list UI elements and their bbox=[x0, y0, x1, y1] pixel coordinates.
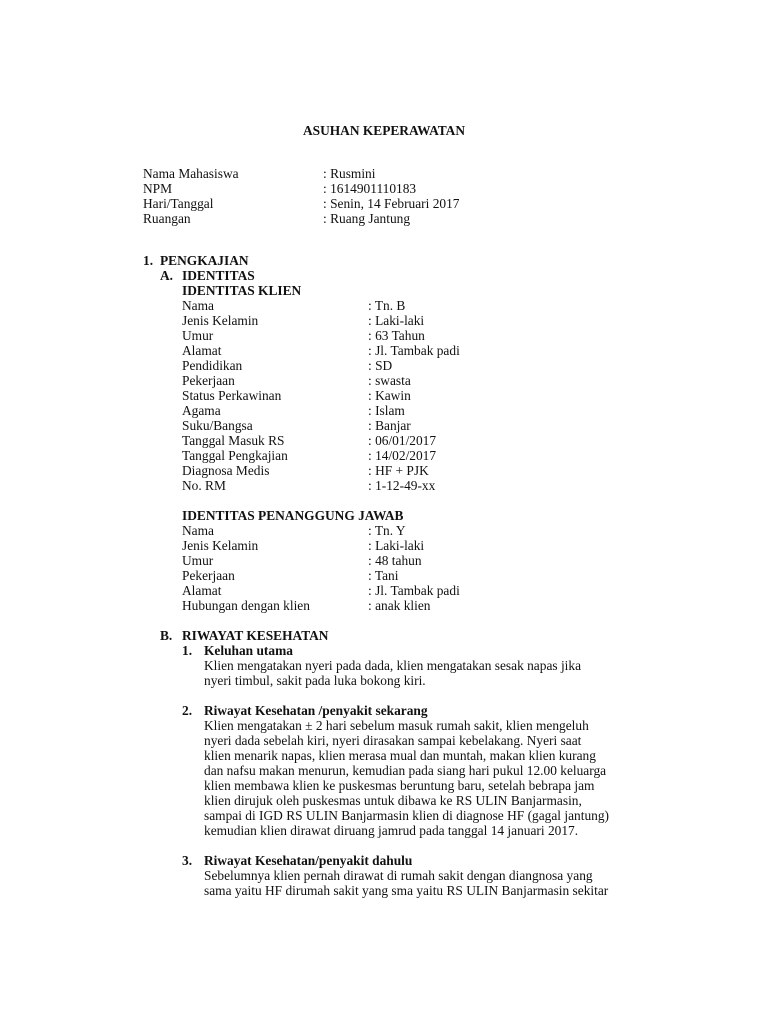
info-label: Nama Mahasiswa bbox=[143, 166, 239, 181]
paragraph-line: sampai di IGD RS ULIN Banjarmasin klien di diagnose HF (gagal jantung) bbox=[204, 808, 609, 823]
paragraph-line: nyeri timbul, sakit pada luka bokong kiri. bbox=[204, 673, 426, 688]
paragraph-line: Klien mengatakan nyeri pada dada, klien mengatakan sesak napas jika bbox=[204, 658, 582, 673]
info-label: NPM bbox=[143, 181, 173, 196]
paragraph-line: sama yaitu HF dirumah sakit yang sma yaitu RS ULIN Banjarmasin sekitar bbox=[204, 883, 609, 898]
info-label: Ruangan bbox=[143, 211, 191, 226]
document-page: ASUHAN KEPERAWATAN Nama Mahasiswa : Rusmini NPM : 1614901110183 Hari/Tanggal : Senin, 14 Februari 2017 Ruangan : Ruang Jantung 1. PENGKAJIAN A. IDENTITAS IDENTITAS KLIEN Nama : Tn. B Jenis Kelamin : Laki-laki Umur : 63 Tahun Alamat : Jl. Tambak padi Pendidikan : SD Pekerjaan : swasta Status Perkawinan : Kawin Agama : Islam Suku/Bangsa : Banjar Tanggal Masuk RS : 06/01/2017 Tanggal Pengkajian : 14/02/2017 Diagnosa Medis : HF + PJK No. RM : 1-12-49-xx IDENTITAS PENANGGUNG JAWAB Nama : Tn. Y Jenis Kelamin : Laki-laki Umur : 48 tahun Pekerjaan : Tani Alamat : Jl. Tambak padi Hubungan dengan klien : anak klien B. RIWAYAT KESEHATAN 1. Keluhan utama Klien mengatakan nyeri pada dada, klien mengatakan sesak napas jika nyeri timbul, sakit pada luka bokong kiri. 2. Riwayat Kesehatan /penyakit sekarang Klien mengatakan ± 2 hari sebelum masuk rumah sakit, klien mengeluh nyeri dada sebelah kiri, nyeri dirasakan sampai kebelakang. Nyeri saat klien menarik napas, klien merasa mual dan muntah, makan klien kurang dan nafsu makan menurun, kemudian pada siang hari pukul 12.00 keluarga klien membawa klien ke puskesmas beruntung baru, setelah bebrapa jam klien dirujuk oleh puskesmas untuk dibawa ke RS ULIN Banjarmasin, sampai di IGD RS ULIN Banjarmasin klien di diagnose HF (gagal jantung) kemudian klien dirawat diruang jamrud pada tanggal 14 januari 2017. 3. Riwayat Kesehatan/penyakit dahulu Sebelumnya klien pernah dirawat di rumah sakit dengan diangnosa yang sama yaitu HF dirumah sakit yang sma yaitu RS ULIN Banjarmasin sekitar bbox=[0, 0, 768, 1024]
info-value: : 1614901110183 bbox=[323, 181, 417, 196]
paragraph-line: dan nafsu makan menurun, kemudian pada siang hari pukul 12.00 keluarga bbox=[204, 763, 607, 778]
paragraph-line: Klien mengatakan ± 2 hari sebelum masuk rumah sakit, klien mengeluh bbox=[204, 718, 589, 733]
info-value: : Senin, 14 Februari 2017 bbox=[323, 196, 460, 211]
identitas-penanggung-heading: IDENTITAS PENANGGUNG JAWAB bbox=[182, 508, 404, 523]
paragraph-line: klien membawa klien ke puskesmas beruntung baru, setelah bebrapa jam bbox=[204, 778, 595, 793]
paragraph-line: Sebelumnya klien pernah dirawat di rumah sakit dengan diangnosa yang bbox=[204, 868, 593, 883]
info-value: : Ruang Jantung bbox=[323, 211, 411, 226]
info-value: : Rusmini bbox=[323, 166, 376, 181]
paragraph-line: klien dirujuk oleh puskesmas untuk dibawa ke RS ULIN Banjarmasin, bbox=[204, 793, 582, 808]
paragraph-line: kemudian klien dirawat diruang jamrud pada tanggal 14 januari 2017. bbox=[204, 823, 579, 838]
paragraph-line: nyeri dada sebelah kiri, nyeri dirasakan sampai kebelakang. Nyeri saat bbox=[204, 733, 582, 748]
document-title: ASUHAN KEPERAWATAN bbox=[302, 123, 466, 138]
info-label: Hari/Tanggal bbox=[143, 196, 214, 211]
identitas-klien-heading: IDENTITAS KLIEN bbox=[182, 283, 302, 298]
paragraph-line: klien menarik napas, klien merasa mual dan muntah, makan klien kurang bbox=[204, 748, 596, 763]
